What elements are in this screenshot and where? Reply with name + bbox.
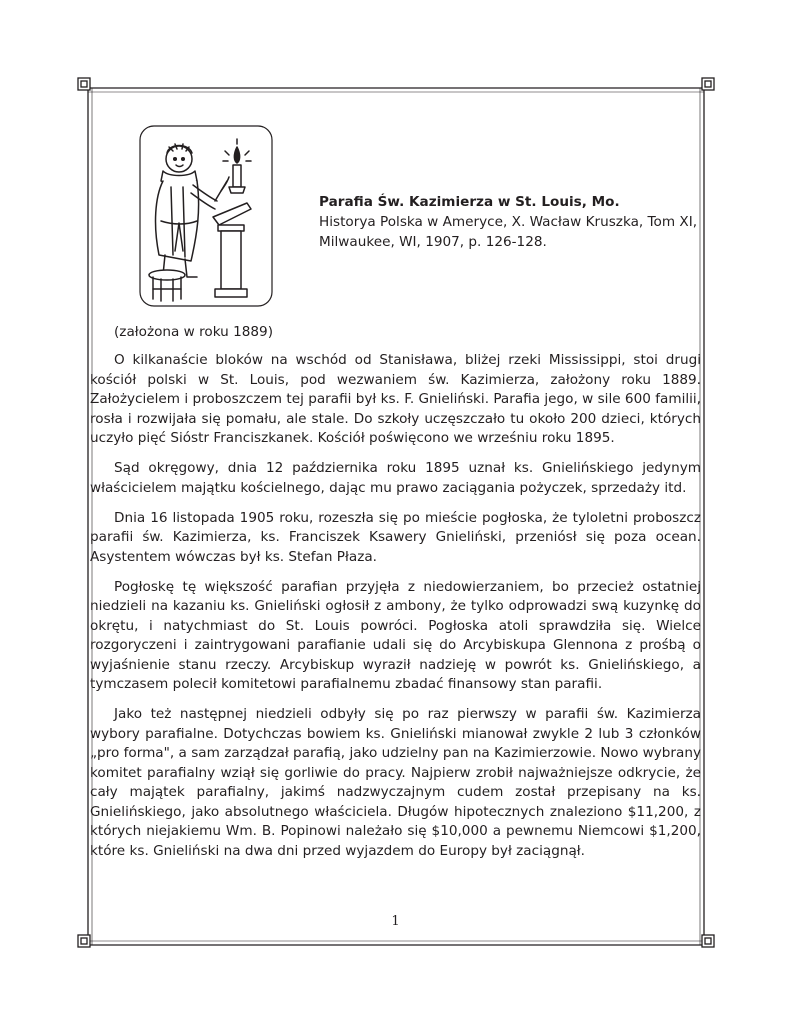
page-number: 1 [391,914,400,929]
article-body [90,351,701,872]
paragraph: Jako też następnej niedzieli odbyły się po raz pierwszy w parafii św. Kazimierza wybory parafialne. Dotychczas bowiem ks. Gnieliński mianował zwykle 2 lub 3 członków „pro forma", a sam zarządzał parafią, jako udzielny pan na Kazimierzowie. Nowo wybrany komitet parafialny wziął się gorliwie do pracy. Najpierw zrobił najważniejsze odkrycie, że cały majątek parafialny, jakimś nadzwyczajnym cudem został przepisany na ks. Gnielińskiego, jako absolutnego właściciela. Długów hipotecznych znaleziono $11,200, z których niejakiemu Wm. B. Popinowi należało się $10,000 a pewnemu Niemcowi $1,200, które ks. Gnieliński na dwa dni przed wyjazdem do Europy był zaciągnął. [90,706,701,859]
paragraph: Dnia 16 listopada 1905 roku, rozeszła się po mieście pogłoska, że tyloletni proboszcz parafii św. Kazimierza, ks. Franciszek Ksawery Gnieliński, przeniósł się poza ocean. Asystentem wówczas był ks. Stefan Płaza. [90,509,701,565]
paragraph: O kilkanaście bloków na wschód od Stanisława, bliżej rzeki Mississippi, stoi drugi kościół polski w St. Louis, pod wezwaniem św. Kazimierza, założony roku 1889. Założycielem i proboszczem tej parafii był ks. F. Gnieliński. Parafia jego, w sile 600 familii, rosła i rozwijała się pomału, ale stale. Do szkoły uczęszczało tu około 200 dzieci, których uczyło pięć Sióstr Franciszkanek. Kościół poświęcono we wrześniu roku 1895. [90,352,701,446]
paragraph: Pogłoskę tę większość parafian przyjęła z niedowierzaniem, bo przecież ostatniej niedzieli na kazaniu ks. Gnieliński ogłosił z ambony, że tylko odprowadzi swą kuzynkę do okrętu, i natychmiast do St. Louis powróci. Pogłoska atoli sprawdziła się. Wielce rozgoryczeni i zaintrygowani parafianie udali się do Arcybiskupa Glennona z prośbą o wyjaśnienie stanu rzeczy. Arcybiskup wyraził nadzieję w powrót ks. Gnielińskiego, a tymczasem polecił komitetowi parafialnemu zbadać finansowy stan parafii. [90,578,701,692]
founded-note: (założona w roku 1889) [114,324,274,340]
source-line-1: Historya Polska w Ameryce, X. Wacław Kruszka, Tom XI, [319,214,698,230]
monk-scribe-illustration [139,125,273,307]
source-line-2: Milwaukee, WI, 1907, p. 126-128. [319,234,547,250]
article-title: Parafia Św. Kazimierza w St. Louis, Mo. [319,194,620,210]
paragraph: Sąd okręgowy, dnia 12 października roku 1895 uznał ks. Gnielińskiego jedynym właścicielem majątku kościelnego, dając mu prawo zaciągania pożyczek, sprzedaży itd. [90,460,701,496]
source-citation [319,192,719,252]
